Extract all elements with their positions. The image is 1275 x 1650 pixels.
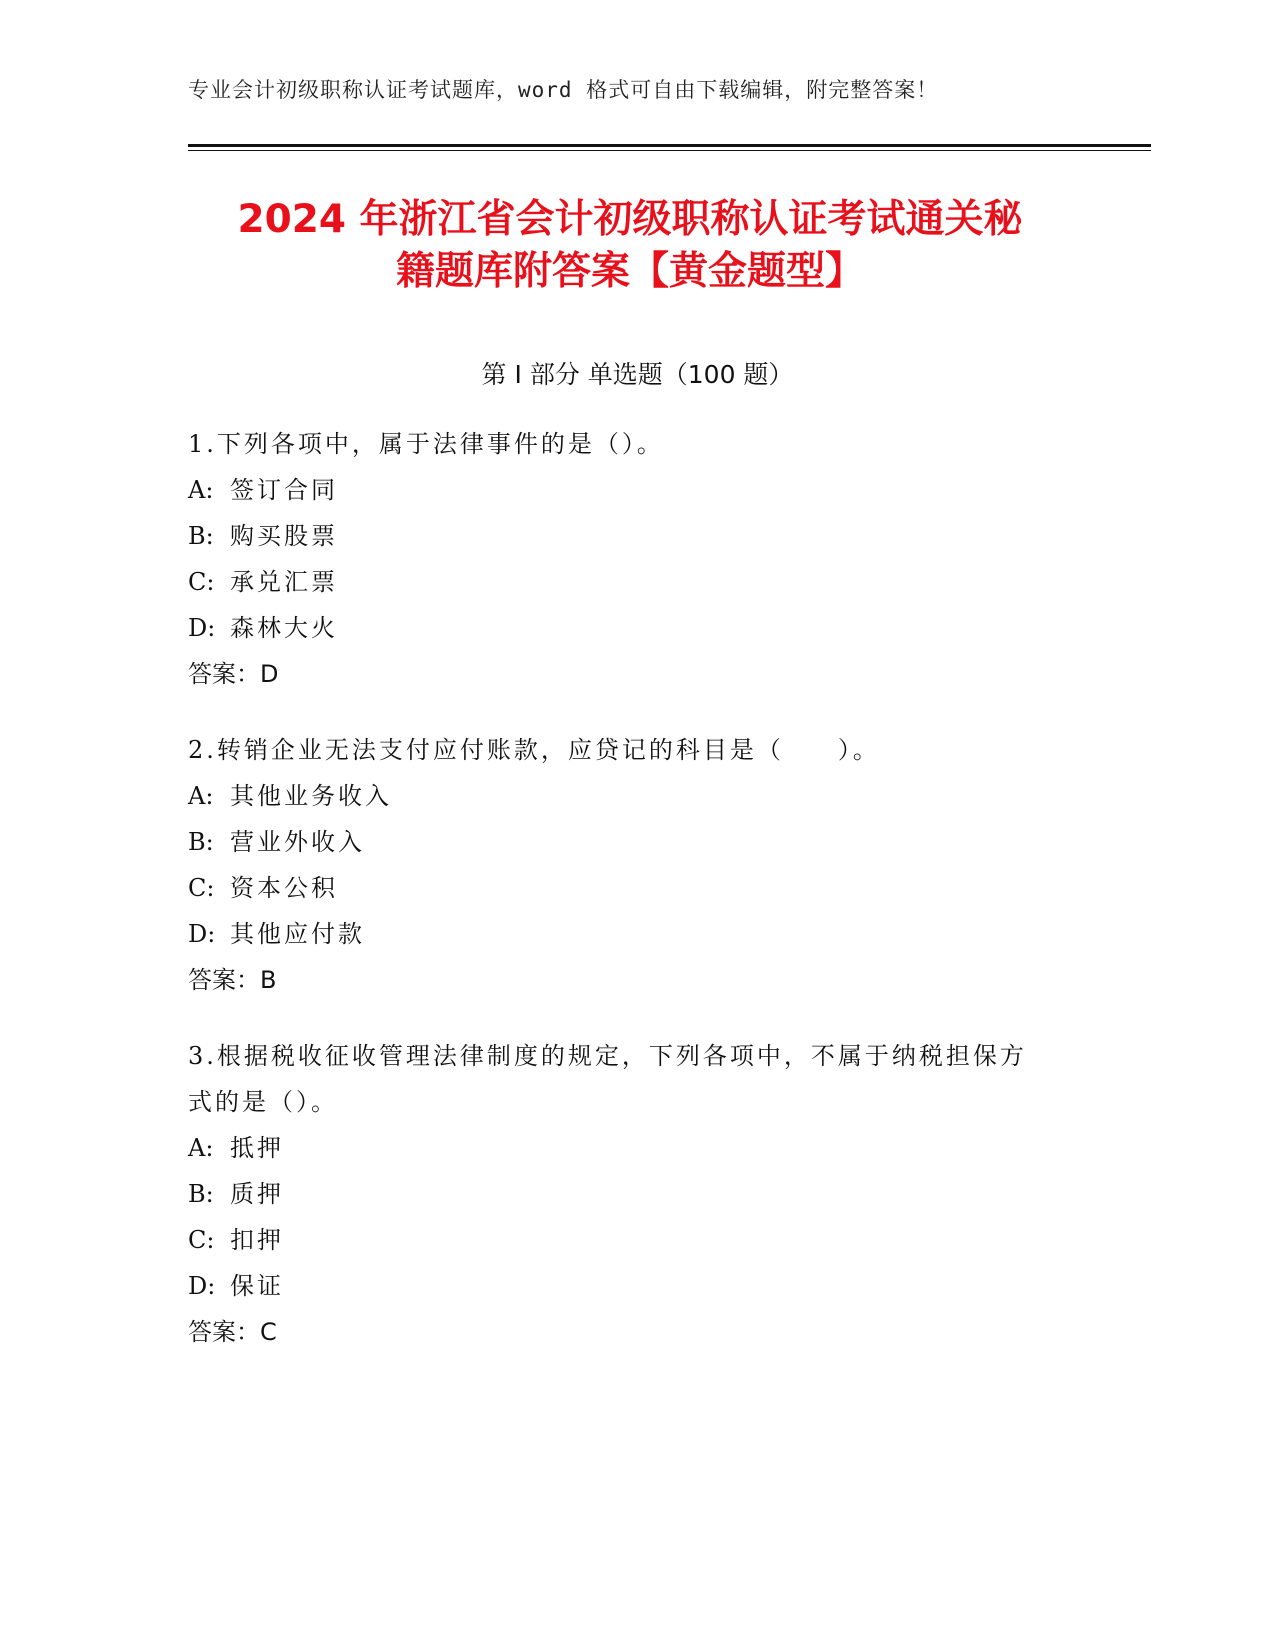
title-line-1: 2024 年浙江省会计初级职称认证考试通关秘 xyxy=(237,197,1023,242)
option-text: 抵押 xyxy=(230,1134,284,1162)
option-letter: D: xyxy=(188,920,216,948)
option-text: 保证 xyxy=(230,1272,284,1300)
option-a xyxy=(188,1125,1048,1171)
document-title xyxy=(160,194,1100,298)
answer-line: 答案：D xyxy=(188,660,279,688)
question-2 xyxy=(188,727,1088,1003)
option-letter: C: xyxy=(188,1226,215,1254)
option-letter: A: xyxy=(188,782,214,810)
question-3 xyxy=(188,1033,1048,1355)
option-letter: B: xyxy=(188,828,214,856)
option-text: 承兑汇票 xyxy=(230,568,338,596)
question-stem: 1.下列各项中，属于法律事件的是（）。 xyxy=(188,430,664,458)
option-text: 其他应付款 xyxy=(230,920,365,948)
question-stem: 2.转销企业无法支付应付账款，应贷记的科目是（ ）。 xyxy=(188,736,880,764)
option-letter: C: xyxy=(188,874,215,902)
option-d xyxy=(188,1263,1048,1309)
option-b xyxy=(188,513,1088,559)
option-a xyxy=(188,773,1088,819)
option-text: 其他业务收入 xyxy=(230,782,392,810)
option-letter: B: xyxy=(188,1180,214,1208)
option-text: 资本公积 xyxy=(230,874,338,902)
option-c xyxy=(188,1217,1048,1263)
option-letter: D: xyxy=(188,614,216,642)
option-text: 签订合同 xyxy=(230,476,338,504)
title-line-2: 籍题库附答案【黄金题型】 xyxy=(395,249,864,294)
header-note: 专业会计初级职称认证考试题库，word 格式可自由下载编辑，附完整答案！ xyxy=(188,78,939,102)
question-1 xyxy=(188,421,1088,697)
answer-line: 答案：C xyxy=(188,1318,277,1346)
option-letter: A: xyxy=(188,476,214,504)
option-letter: A: xyxy=(188,1134,214,1162)
section-heading: 第 I 部分 单选题（100 题） xyxy=(481,360,794,389)
question-stem: 3.根据税收征收管理法律制度的规定，下列各项中，不属于纳税担保方式的是（）。 xyxy=(188,1042,1027,1116)
option-letter: C: xyxy=(188,568,215,596)
option-text: 森林大火 xyxy=(230,614,338,642)
header-divider-thick xyxy=(188,144,1151,147)
option-text: 营业外收入 xyxy=(230,828,365,856)
answer-line: 答案：B xyxy=(188,966,277,994)
option-b xyxy=(188,819,1088,865)
option-text: 购买股票 xyxy=(230,522,338,550)
option-c xyxy=(188,865,1088,911)
option-d xyxy=(188,911,1088,957)
option-d xyxy=(188,605,1088,651)
option-letter: D: xyxy=(188,1272,216,1300)
option-letter: B: xyxy=(188,522,214,550)
option-c xyxy=(188,559,1088,605)
option-text: 质押 xyxy=(230,1180,284,1208)
option-text: 扣押 xyxy=(230,1226,284,1254)
option-a xyxy=(188,467,1088,513)
option-b xyxy=(188,1171,1048,1217)
header-divider-thin xyxy=(188,150,1151,151)
